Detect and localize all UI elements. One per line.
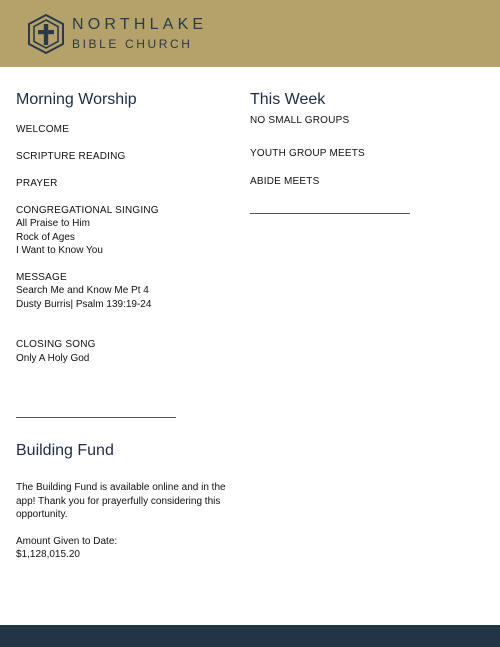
message-speaker: Dusty Burris| Psalm 139:19-24 [16, 299, 152, 310]
congregational-singing-label: CONGREGATIONAL SINGING [16, 205, 159, 216]
footer-bar [0, 625, 500, 647]
amount-value: $1,128,015.20 [16, 549, 80, 560]
message-label: MESSAGE [16, 272, 67, 283]
song-item: All Praise to Him [16, 218, 90, 229]
cross-hexagon-icon [26, 14, 66, 54]
this-week-item: ABIDE MEETS [250, 176, 320, 187]
this-week-title: This Week [250, 91, 326, 108]
header-banner [0, 0, 500, 67]
message-title: Search Me and Know Me Pt 4 [16, 285, 149, 296]
this-week-item: YOUTH GROUP MEETS [250, 148, 365, 159]
section-divider [16, 417, 176, 418]
amount-label: Amount Given to Date: [16, 536, 118, 547]
prayer-label: PRAYER [16, 178, 58, 189]
scripture-reading-label: SCRIPTURE READING [16, 151, 126, 162]
morning-worship-title: Morning Worship [16, 91, 137, 108]
logo-name: NORTHLAKE [72, 16, 208, 33]
this-week-item: NO SMALL GROUPS [250, 115, 350, 126]
welcome-label: WELCOME [16, 124, 70, 135]
closing-song-title: Only A Holy God [16, 353, 90, 364]
section-divider [250, 213, 410, 214]
closing-song-label: CLOSING SONG [16, 339, 96, 350]
song-item: Rock of Ages [16, 232, 75, 243]
building-fund-description: The Building Fund is available online and in the app! Thank you for prayerfully considering this opportunity. [16, 482, 226, 520]
song-item: I Want to Know You [16, 245, 103, 256]
logo-subtitle: BIBLE CHURCH [72, 37, 193, 51]
building-fund-title: Building Fund [16, 442, 114, 459]
